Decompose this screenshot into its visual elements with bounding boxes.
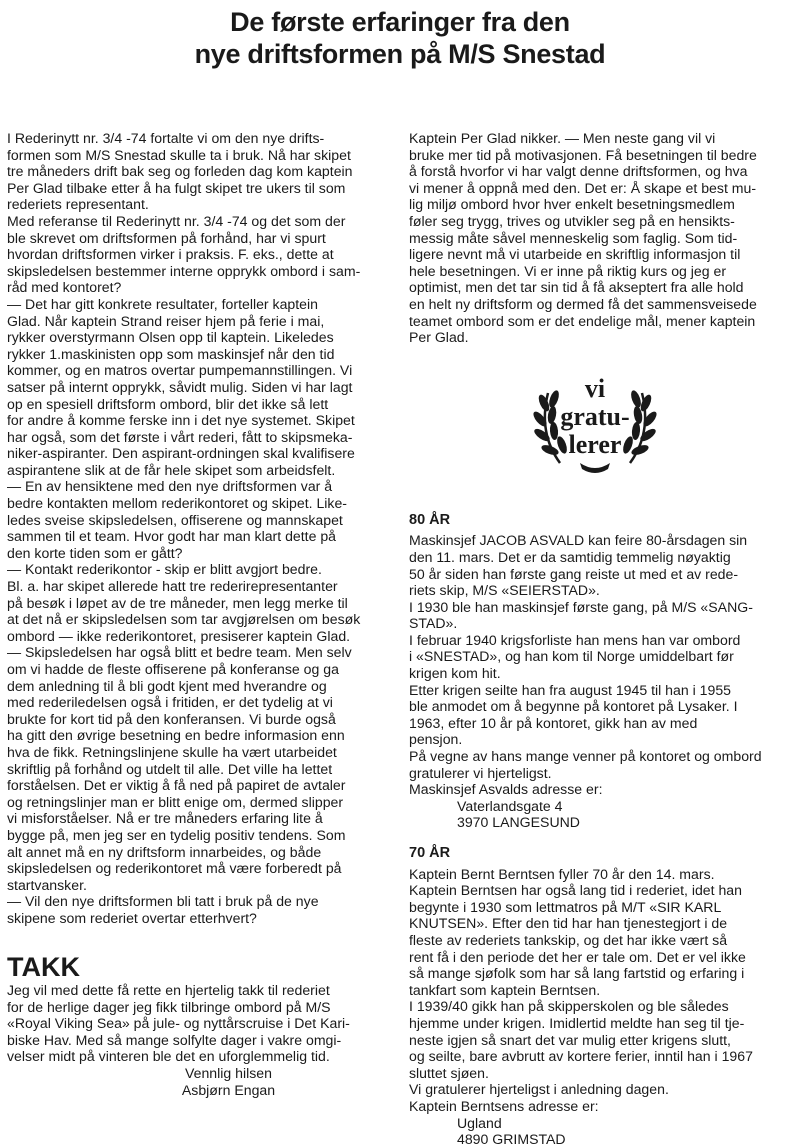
article-line: — En av hensiktene med den nye driftsformen var å	[7, 478, 333, 495]
address-70-line: 4890 GRIMSTAD	[457, 1131, 566, 1148]
article-line: bygge på, men jeg ser en tydelig positiv tendens. Som	[7, 826, 346, 843]
article-line: skipsledelsen og rederikontoret må være forberedt på	[7, 860, 342, 877]
section-80-line: pensjon.	[409, 731, 463, 748]
section-80	[409, 512, 792, 831]
section-70-line: I 1939/40 gikk han på skipperskolen og ble således	[409, 998, 729, 1015]
emblem-word-3: lerer	[568, 430, 622, 459]
takk-line: «Royal Viking Sea» på jule- og nyttårscruise i Det Kari-	[7, 1015, 350, 1032]
conclusion-line: teamet ombord som er det endelige mål, mener kaptein	[409, 312, 756, 329]
section-80-line: Maskinsjef JACOB ASVALD kan feire 80-årsdagen sin	[409, 532, 748, 549]
section-70-line: og seilte, bare avbrutt av kortere ferier, inntil han i 1967	[409, 1048, 753, 1065]
article-line: — Det har gitt konkrete resultater, forteller kaptein	[7, 295, 318, 312]
article-line: vi misforståelser. Nå er tre måneders erfaring lite å	[7, 810, 323, 827]
conclusion-line: ligere nevnt må vi utarbeide en skriftlig informasjon til	[409, 246, 741, 263]
article-line: Glad. Når kaptein Strand reiser hjem på ferie i mai,	[7, 312, 325, 329]
article-line: skipsledelsen bestemmer interne opprykk ombord i sam-	[7, 262, 361, 279]
section-80-line: ble anmodet om å begynne på kontoret på Lysaker. I	[409, 698, 738, 715]
section-70-line: sluttet sjøen.	[409, 1064, 489, 1081]
conclusion-line: å forstå hvorfor vi har valgt denne driftsformen, og hva	[409, 163, 748, 180]
conclusion-line: vi mener å oppnå med den. Det er: Å skape et best mu-	[409, 179, 757, 196]
section-80-line: den 11. mars. Det er da samtidig temmelig nøyaktig	[409, 548, 731, 565]
section-80-line: I 1930 ble han maskinsjef første gang, på M/S «SANG-	[409, 598, 753, 615]
conclusion-line: Kaptein Per Glad nikker. — Men neste gang vil vi	[409, 130, 716, 146]
section-70-line: neste igjen så snart det var mulig etter krigens slutt,	[409, 1031, 731, 1048]
section-70-line: begynte i 1930 som lettmatros på M/T «SIR KARL	[409, 898, 722, 915]
article-paragraph	[7, 893, 390, 926]
section-70-line: Kaptein Bernt Berntsen fyller 70 år den 14. mars.	[409, 865, 715, 882]
section-80-text	[409, 532, 792, 798]
article-line: kommer, og en matros overtar pumpemannstillingen. Vi	[7, 362, 353, 379]
article-line: om vi hadde de fleste offiserene på konferanse og ga	[7, 661, 339, 677]
section-70-line: Kaptein Berntsens adresse er:	[409, 1097, 599, 1114]
title-line-1: De første erfaringer fra den	[230, 7, 570, 37]
right-column	[409, 130, 792, 1148]
section-80-paragraph	[409, 682, 792, 748]
conclusion-line: optimist, men det tar sin tid å få akseptert fra alle hold	[409, 279, 744, 296]
article-paragraph	[7, 213, 390, 296]
address-80-line: 3970 LANGESUND	[457, 814, 580, 831]
article-line: råd med kontoret?	[7, 279, 122, 296]
takk-line: biske Hav. Med så mange solfylte dager i vakre omgi-	[7, 1031, 342, 1048]
section-80-line: Maskinsjef Asvalds adresse er:	[409, 781, 603, 798]
article-line: dem anledning til å bli godt kjent med hverandre og	[7, 677, 327, 694]
article-line: ble skrevet om driftsformen på forhånd, har vi spurt	[7, 229, 326, 246]
conclusion-line: en helt ny driftsform og dermed få det sammensveisede	[409, 295, 757, 312]
section-80-paragraph	[409, 748, 792, 781]
article-paragraph	[7, 296, 390, 479]
takk-text	[7, 982, 390, 1065]
article-line: Bl. a. har skipet allerede hatt tre rederirepresentanter	[7, 578, 338, 595]
article-line: hvordan driftsformen virker i praksis. F. eks., dette at	[7, 246, 334, 263]
takk-line: for de herlige dager jeg fikk tilbringe ombord på M/S	[7, 998, 331, 1015]
section-80-paragraph	[409, 599, 792, 632]
title-line-2: nye driftsformen på M/S Snestad	[194, 39, 606, 69]
article-line: aspirantene slik at de får hele skipet som arbeidsfelt.	[7, 461, 336, 478]
article-line: ha gitt den øvrige besetning en bedre informasion enn	[7, 727, 345, 744]
article-line: ombord — ikke rederikontoret, presiserer kaptein Glad.	[7, 627, 351, 644]
article-line: at det nå er skipsledelsen som tar avgjørelsen om besøk	[7, 611, 361, 628]
article-paragraph	[7, 130, 390, 213]
section-70-line: Vi gratulerer hjerteligst i anledning dagen.	[409, 1081, 669, 1098]
address-80-line: Vaterlandsgate 4	[457, 797, 563, 814]
section-70-line: så mange sjøfolk som har så lang fartstid og erfaring i	[409, 965, 745, 982]
section-80-line: 1963, efter 10 år på kontoret, gikk han av med	[409, 714, 698, 731]
article-line: Per Glad tilbake etter å ha fulgt skipet tre ukers til som	[7, 179, 346, 196]
section-70-paragraph	[409, 1081, 792, 1098]
article-line: — Vil den nye driftsformen bli tatt i bruk på de nye	[7, 893, 319, 910]
section-80-line: Etter krigen seilte han fra august 1945 til han i 1955	[409, 681, 732, 698]
section-80-line: STAD».	[409, 615, 458, 632]
article-line: alt annet må en ny driftsform innarbeides, og både	[7, 843, 322, 860]
section-80-paragraph	[409, 781, 792, 798]
section-70-paragraph	[409, 866, 792, 883]
article-line: den korte tiden som er gått?	[7, 544, 183, 561]
article-line: rederiets representant.	[7, 196, 149, 213]
emblem-word-1: vi	[584, 374, 606, 403]
article-line: forståelsen. Det er viktig å få ned på papiret de avtaler	[7, 777, 346, 794]
article-line: rykker overstyrmann Olsen opp til kaptein. Likeledes	[7, 329, 334, 346]
section-80-paragraph	[409, 532, 792, 598]
article-line: tre måneders drift bak seg og forleden dag kom kaptein	[7, 163, 353, 180]
article-line: Med referanse til Rederinytt nr. 3/4 -74 og det som der	[7, 212, 346, 229]
conclusion-line: hele besetningen. Vi er inne på riktig kurs og jeg er	[409, 262, 727, 279]
section-70-text	[409, 866, 792, 1115]
section-80-line: krigen kom hit.	[409, 665, 501, 682]
article-line: I Rederinytt nr. 3/4 -74 fortalte vi om den nye drifts-	[7, 130, 325, 146]
article-line: med rederiledelsen også i fritiden, er det tydelig at vi	[7, 694, 333, 711]
section-70-address	[409, 1115, 792, 1148]
conclusion-line: Per Glad.	[409, 329, 469, 346]
article-paragraph	[7, 478, 390, 561]
section-80-line: På vegne av hans mange venner på kontoret og ombord	[409, 748, 762, 765]
takk-line: Jeg vil med dette få rette en hjertelig takk til rederiet	[7, 982, 330, 998]
conclusion-line: messig måte såvel menneskelig som faglig. Som tid-	[409, 229, 738, 246]
section-70-paragraph	[409, 882, 792, 998]
conclusion-line: bruke mer tid på motivasjonen. Få besetningen til bedre	[409, 146, 757, 163]
section-70-line: tankfart som kaptein Berntsen.	[409, 981, 601, 998]
article-line: — Kontakt rederikontor - skip er blitt avgjort bedre.	[7, 561, 322, 578]
section-80-line: I februar 1940 krigsforliste han mens han var ombord	[409, 631, 741, 648]
section-80-line: riets skip, M/S «SEIERSTAD».	[409, 582, 600, 599]
article-line: brukte for kort tid på den konferansen. Vi burde også	[7, 710, 336, 727]
conclusion-line: føler seg trygg, trives og utvikler seg på en hensikts-	[409, 212, 735, 229]
laurel-wreath-icon	[520, 363, 670, 483]
article-line: rykker 1.maskinisten opp som maskinsjef når den tid	[7, 345, 335, 362]
left-column	[7, 130, 390, 927]
article-line: sammen til et team. Hvor godt har man klart dette på	[7, 528, 337, 545]
section-70-line: rent få i den periode det her er tale om. Det er vel ikke	[409, 948, 746, 965]
address-70-line: Ugland	[457, 1114, 502, 1131]
section-70-line: Kaptein Berntsen har også lang tid i rederiet, idet han	[409, 882, 742, 899]
emblem-word-2: gratu-	[560, 402, 630, 431]
takk-line: velser midt på vinteren ble det en uforglemmelig tid.	[7, 1048, 330, 1065]
takk-heading: TAKK	[7, 952, 80, 982]
takk-closing: Vennlig hilsen	[185, 1064, 272, 1081]
article-paragraph	[7, 644, 390, 893]
article-paragraph	[7, 561, 390, 644]
section-80-address	[409, 798, 792, 831]
article-line: på besøk i løpet av de tre måneder, men legg merke til	[7, 594, 348, 611]
article-line: for andre å komme ferske inn i det nye systemet. Skipet	[7, 412, 355, 429]
section-80-heading: 80 ÅR	[409, 511, 451, 528]
article-line: satser på internt opprykk, såvidt mulig. Siden vi har lagt	[7, 378, 353, 395]
section-80-line: gratulerer vi hjerteligst.	[409, 764, 552, 781]
article-line: ledes sveise skipsledelsen, offiserene og mannskapet	[7, 511, 343, 528]
article-line: startvansker.	[7, 876, 87, 893]
section-70-paragraph	[409, 998, 792, 1081]
article-line: op en spesiell driftsform ombord, blir det ikke så lett	[7, 395, 329, 412]
takk-signature: Asbjørn Engan	[181, 1081, 276, 1098]
section-80-paragraph	[409, 632, 792, 682]
conclusion-line: lig miljø ombord hvor hver enkelt besetningsmedlem	[409, 196, 735, 213]
section-80-line: i «SNESTAD», og han kom til Norge umiddelbart før	[409, 648, 734, 665]
article-line: niker-aspiranter. Den aspirant-ordningen skal kvalifisere	[7, 445, 355, 462]
section-70-line: KNUTSEN». Efter den tid har han tjenestegjort i de	[409, 915, 728, 932]
takk-section	[7, 952, 390, 1098]
article-line: og retningslinjer man er blitt enige om, dermed slipper	[7, 793, 344, 810]
section-70	[409, 845, 792, 1148]
article-line: skipene som rederiet overtar etterhvert?	[7, 909, 257, 926]
article-title	[0, 6, 800, 70]
article-line: hva de fikk. Retningslinjene skulle ha vært utarbeidet	[7, 743, 337, 760]
interview-conclusion	[409, 130, 792, 346]
section-70-heading: 70 ÅR	[409, 845, 451, 861]
article-line: bedre kontakten mellom rederikontoret og skipet. Like-	[7, 495, 347, 512]
article-line: — Skipsledelsen har også blitt et bedre team. Men selv	[7, 644, 352, 661]
section-70-paragraph	[409, 1098, 792, 1115]
section-70-line: hjemme under krigen. Imidlertid meldte han seg til tje-	[409, 1014, 745, 1031]
section-70-line: fleste av rederiets tankskip, og det har ikke vært så	[409, 931, 728, 948]
article-line: formen som M/S Snestad skulle ta i bruk. Nå har skipet	[7, 146, 351, 163]
section-80-line: 50 år siden han første gang reiste ut med et av rede-	[409, 565, 739, 582]
article-line: har også, som det første i vårt rederi, fått to skipsmeka-	[7, 428, 353, 445]
article-line: skriftlig på forhånd og utdelt til alle. Det ville ha lettet	[7, 760, 333, 777]
